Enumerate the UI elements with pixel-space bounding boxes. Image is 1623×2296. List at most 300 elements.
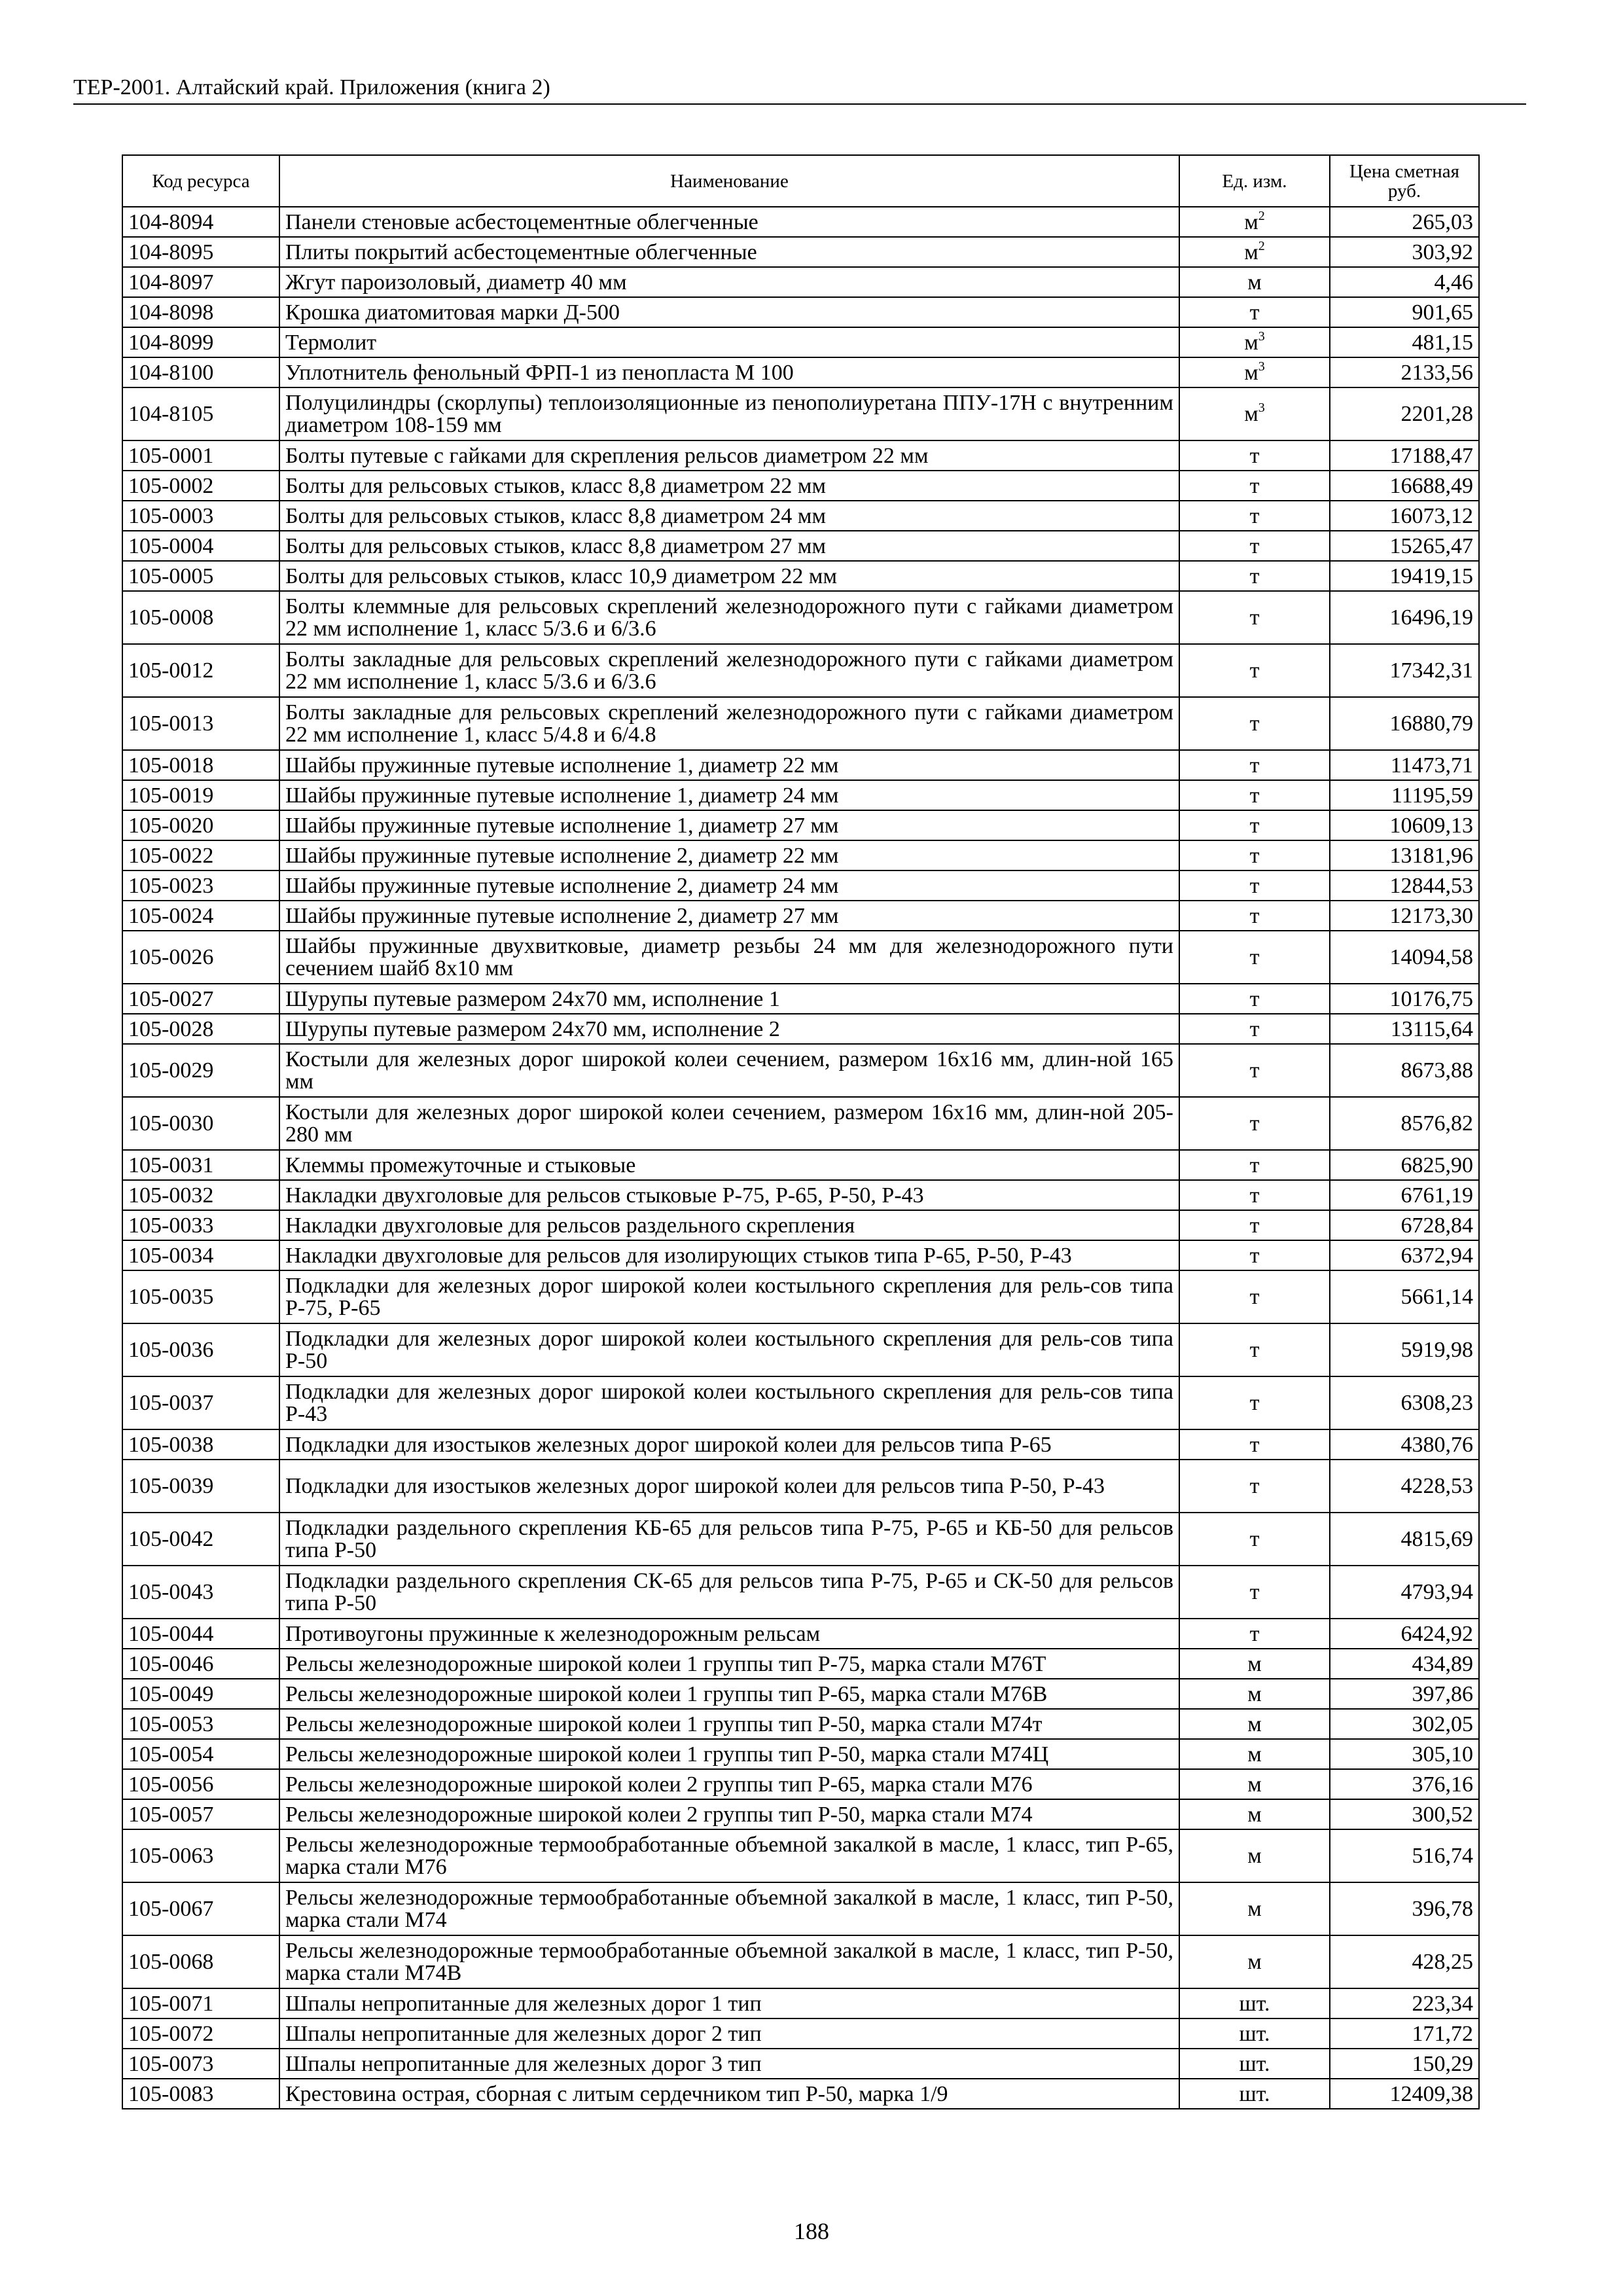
table-row xyxy=(122,780,1479,810)
column-header-unit: Ед. изм. xyxy=(1179,155,1330,207)
cell-code: 104-8097 xyxy=(122,267,279,297)
unit-text: т xyxy=(1249,1153,1260,1177)
cell-name: Шайбы пружинные путевые исполнение 1, диаметр 22 мм xyxy=(279,750,1179,780)
cell-code: 105-0031 xyxy=(122,1150,279,1180)
cell-name: Болты закладные для рельсовых скреплений железнодорожного пути с гайками диаметром 22 мм исполнение 1, класс 5/3.6 и 6/3.6 xyxy=(279,644,1179,697)
unit-text: м xyxy=(1247,1742,1262,1767)
unit-text: шт. xyxy=(1239,2081,1270,2106)
cell-unit xyxy=(1179,984,1330,1014)
cell-unit xyxy=(1179,2079,1330,2109)
table-row xyxy=(122,327,1479,357)
cell-name: Крошка диатомитовая марки Д-500 xyxy=(279,297,1179,327)
unit-text: м xyxy=(1247,1681,1262,1706)
table-row xyxy=(122,1829,1479,1882)
cell-name: Болты для рельсовых стыков, класс 8,8 диаметром 22 мм xyxy=(279,471,1179,501)
cell-code: 105-0072 xyxy=(122,2018,279,2049)
cell-unit xyxy=(1179,1679,1330,1709)
cell-unit xyxy=(1179,1097,1330,1150)
cell-name: Подкладки раздельного скрепления КБ-65 для рельсов типа Р-75, Р-65 и КБ-50 для рельсов типа Р-50 xyxy=(279,1513,1179,1566)
unit-exponent: 3 xyxy=(1258,401,1265,415)
unit-text: т xyxy=(1249,1432,1260,1457)
cell-unit xyxy=(1179,1769,1330,1799)
unit-text: т xyxy=(1249,443,1260,468)
cell-name: Болты клеммные для рельсовых скреплений железнодорожного пути с гайками диаметром 22 мм исполнение 1, класс 5/3.6 и 6/3.6 xyxy=(279,591,1179,644)
unit-text: м xyxy=(1247,270,1262,295)
cell-price: 901,65 xyxy=(1330,297,1479,327)
cell-price: 6761,19 xyxy=(1330,1180,1479,1210)
cell-code: 105-0026 xyxy=(122,931,279,984)
cell-price: 11195,59 xyxy=(1330,780,1479,810)
unit-text: м xyxy=(1244,360,1258,385)
cell-code: 105-0043 xyxy=(122,1566,279,1619)
cell-name: Противоугоны пружинные к железнодорожным рельсам xyxy=(279,1619,1179,1649)
table-row xyxy=(122,2018,1479,2049)
table-row xyxy=(122,931,1479,984)
cell-price: 15265,47 xyxy=(1330,531,1479,561)
cell-price: 150,29 xyxy=(1330,2049,1479,2079)
unit-text: т xyxy=(1249,1391,1260,1415)
cell-unit xyxy=(1179,1376,1330,1429)
cell-price: 12173,30 xyxy=(1330,901,1479,931)
unit-text: шт. xyxy=(1239,1991,1270,2016)
cell-name: Шпалы непропитанные для железных дорог 3 тип xyxy=(279,2049,1179,2079)
unit-text: т xyxy=(1249,1527,1260,1551)
unit-text: т xyxy=(1249,1580,1260,1604)
cell-code: 105-0029 xyxy=(122,1044,279,1097)
cell-price: 10176,75 xyxy=(1330,984,1479,1014)
table-row xyxy=(122,1566,1479,1619)
cell-price: 17342,31 xyxy=(1330,644,1479,697)
cell-code: 105-0049 xyxy=(122,1679,279,1709)
unit-text: т xyxy=(1249,473,1260,498)
cell-name: Шпалы непропитанные для железных дорог 1 тип xyxy=(279,1988,1179,2018)
cell-price: 2133,56 xyxy=(1330,357,1479,387)
cell-price: 14094,58 xyxy=(1330,931,1479,984)
cell-name: Термолит xyxy=(279,327,1179,357)
unit-text: м xyxy=(1247,1772,1262,1797)
cell-code: 105-0020 xyxy=(122,810,279,840)
table-row xyxy=(122,1044,1479,1097)
unit-text: т xyxy=(1249,503,1260,528)
unit-text: м xyxy=(1244,209,1258,234)
table-row xyxy=(122,1429,1479,1460)
cell-name: Шурупы путевые размером 24х70 мм, исполнение 1 xyxy=(279,984,1179,1014)
cell-code: 105-0023 xyxy=(122,870,279,901)
table-row xyxy=(122,1649,1479,1679)
table-row xyxy=(122,1150,1479,1180)
unit-text: т xyxy=(1249,658,1260,683)
unit-text: т xyxy=(1249,1621,1260,1646)
cell-price: 11473,71 xyxy=(1330,750,1479,780)
table-header-row xyxy=(122,155,1479,207)
cell-code: 105-0001 xyxy=(122,440,279,471)
unit-text: т xyxy=(1249,753,1260,778)
unit-exponent: 3 xyxy=(1258,359,1265,374)
cell-code: 105-0071 xyxy=(122,1988,279,2018)
cell-name: Плиты покрытий асбестоцементные облегченные xyxy=(279,237,1179,267)
cell-code: 105-0044 xyxy=(122,1619,279,1649)
table-row xyxy=(122,1619,1479,1649)
cell-unit xyxy=(1179,501,1330,531)
table-row xyxy=(122,1323,1479,1376)
cell-code: 105-0028 xyxy=(122,1014,279,1044)
cell-unit xyxy=(1179,1513,1330,1566)
cell-code: 105-0019 xyxy=(122,780,279,810)
cell-code: 104-8098 xyxy=(122,297,279,327)
unit-text: т xyxy=(1249,813,1260,838)
cell-code: 105-0033 xyxy=(122,1210,279,1240)
table-row xyxy=(122,750,1479,780)
resource-price-table xyxy=(122,154,1480,2109)
table-row xyxy=(122,870,1479,901)
unit-text: м xyxy=(1247,1712,1262,1736)
cell-unit xyxy=(1179,870,1330,901)
cell-unit xyxy=(1179,1988,1330,2018)
unit-exponent: 2 xyxy=(1258,208,1265,223)
cell-name: Уплотнитель фенольный ФРП-1 из пенопласта М 100 xyxy=(279,357,1179,387)
cell-unit xyxy=(1179,1829,1330,1882)
cell-unit xyxy=(1179,531,1330,561)
table-row xyxy=(122,267,1479,297)
cell-code: 105-0030 xyxy=(122,1097,279,1150)
cell-name: Костыли для железных дорог широкой колеи сечением, размером 16х16 мм, длин-ной 205-280 мм xyxy=(279,1097,1179,1150)
cell-code: 105-0053 xyxy=(122,1709,279,1739)
cell-unit xyxy=(1179,471,1330,501)
unit-text: т xyxy=(1249,843,1260,868)
cell-price: 265,03 xyxy=(1330,207,1479,237)
unit-text: т xyxy=(1249,1243,1260,1268)
cell-price: 19419,15 xyxy=(1330,561,1479,591)
unit-text: т xyxy=(1249,1111,1260,1136)
cell-unit xyxy=(1179,931,1330,984)
cell-price: 434,89 xyxy=(1330,1649,1479,1679)
cell-price: 13115,64 xyxy=(1330,1014,1479,1044)
cell-unit xyxy=(1179,1240,1330,1270)
cell-name: Рельсы железнодорожные термообработанные объемной закалкой в масле, 1 класс, тип Р-50, марка стали М74 xyxy=(279,1882,1179,1935)
cell-name: Накладки двухголовые для рельсов стыковые Р-75, Р-65, Р-50, Р-43 xyxy=(279,1180,1179,1210)
cell-code: 104-8100 xyxy=(122,357,279,387)
unit-text: т xyxy=(1249,1183,1260,1208)
cell-name: Подкладки для железных дорог широкой колеи костыльного скрепления для рель-сов типа Р-50 xyxy=(279,1323,1179,1376)
cell-price: 6308,23 xyxy=(1330,1376,1479,1429)
table-row xyxy=(122,501,1479,531)
cell-code: 105-0032 xyxy=(122,1180,279,1210)
unit-text: т xyxy=(1249,945,1260,969)
cell-code: 105-0073 xyxy=(122,2049,279,2079)
unit-text: т xyxy=(1249,564,1260,588)
unit-text: т xyxy=(1249,1016,1260,1041)
table-row xyxy=(122,1882,1479,1935)
cell-code: 105-0008 xyxy=(122,591,279,644)
cell-unit xyxy=(1179,440,1330,471)
cell-name: Болты закладные для рельсовых скреплений железнодорожного пути с гайками диаметром 22 мм исполнение 1, класс 5/4.8 и 6/4.8 xyxy=(279,697,1179,750)
cell-unit xyxy=(1179,1044,1330,1097)
cell-unit xyxy=(1179,1150,1330,1180)
cell-name: Шпалы непропитанные для железных дорог 2 тип xyxy=(279,2018,1179,2049)
cell-unit xyxy=(1179,387,1330,440)
cell-unit xyxy=(1179,207,1330,237)
table-row xyxy=(122,591,1479,644)
cell-unit xyxy=(1179,237,1330,267)
unit-text: т xyxy=(1249,711,1260,736)
table-row xyxy=(122,1709,1479,1739)
cell-price: 6825,90 xyxy=(1330,1150,1479,1180)
table-row xyxy=(122,1270,1479,1323)
cell-price: 16688,49 xyxy=(1330,471,1479,501)
cell-code: 105-0046 xyxy=(122,1649,279,1679)
cell-price: 5919,98 xyxy=(1330,1323,1479,1376)
cell-code: 105-0038 xyxy=(122,1429,279,1460)
cell-price: 4228,53 xyxy=(1330,1460,1479,1513)
unit-text: т xyxy=(1249,1285,1260,1309)
cell-unit xyxy=(1179,267,1330,297)
cell-code: 105-0027 xyxy=(122,984,279,1014)
unit-text: м xyxy=(1247,1844,1262,1868)
cell-code: 105-0035 xyxy=(122,1270,279,1323)
cell-price: 8673,88 xyxy=(1330,1044,1479,1097)
cell-unit xyxy=(1179,750,1330,780)
cell-name: Рельсы железнодорожные широкой колеи 1 группы тип Р-50, марка стали М74Ц xyxy=(279,1739,1179,1769)
unit-text: т xyxy=(1249,533,1260,558)
cell-code: 104-8099 xyxy=(122,327,279,357)
cell-name: Болты для рельсовых стыков, класс 10,9 диаметром 22 мм xyxy=(279,561,1179,591)
cell-unit xyxy=(1179,901,1330,931)
cell-code: 105-0036 xyxy=(122,1323,279,1376)
table-row xyxy=(122,697,1479,750)
cell-code: 105-0063 xyxy=(122,1829,279,1882)
unit-text: м xyxy=(1247,1802,1262,1827)
cell-unit xyxy=(1179,840,1330,870)
cell-code: 105-0057 xyxy=(122,1799,279,1829)
page-number: 188 xyxy=(794,2218,829,2244)
unit-text: т xyxy=(1249,1058,1260,1083)
table-row xyxy=(122,1376,1479,1429)
unit-text: м xyxy=(1244,330,1258,355)
cell-code: 105-0039 xyxy=(122,1460,279,1513)
cell-unit xyxy=(1179,1460,1330,1513)
table-row xyxy=(122,1769,1479,1799)
unit-exponent: 2 xyxy=(1258,238,1265,253)
cell-name: Подкладки для изостыков железных дорог широкой колеи для рельсов типа Р-65 xyxy=(279,1429,1179,1460)
cell-name: Рельсы железнодорожные широкой колеи 2 группы тип Р-65, марка стали М76 xyxy=(279,1769,1179,1799)
cell-name: Болты для рельсовых стыков, класс 8,8 диаметром 24 мм xyxy=(279,501,1179,531)
cell-price: 4,46 xyxy=(1330,267,1479,297)
cell-price: 17188,47 xyxy=(1330,440,1479,471)
table-row xyxy=(122,901,1479,931)
cell-code: 105-0054 xyxy=(122,1739,279,1769)
cell-name: Шурупы путевые размером 24х70 мм, исполнение 2 xyxy=(279,1014,1179,1044)
cell-code: 105-0037 xyxy=(122,1376,279,1429)
table-row xyxy=(122,1935,1479,1988)
cell-price: 171,72 xyxy=(1330,2018,1479,2049)
cell-price: 5661,14 xyxy=(1330,1270,1479,1323)
cell-price: 223,34 xyxy=(1330,1988,1479,2018)
cell-code: 104-8095 xyxy=(122,237,279,267)
cell-unit xyxy=(1179,1649,1330,1679)
cell-name: Подкладки для железных дорог широкой колеи костыльного скрепления для рель-сов типа Р-43 xyxy=(279,1376,1179,1429)
cell-code: 104-8105 xyxy=(122,387,279,440)
cell-name: Рельсы железнодорожные термообработанные объемной закалкой в масле, 1 класс, тип Р-50, марка стали М74В xyxy=(279,1935,1179,1988)
cell-unit xyxy=(1179,644,1330,697)
cell-price: 428,25 xyxy=(1330,1935,1479,1988)
cell-name: Подкладки для изостыков железных дорог широкой колеи для рельсов типа Р-50, Р-43 xyxy=(279,1460,1179,1513)
table-row xyxy=(122,1097,1479,1150)
unit-text: т xyxy=(1249,873,1260,898)
cell-price: 13181,96 xyxy=(1330,840,1479,870)
cell-unit xyxy=(1179,357,1330,387)
cell-name: Подкладки раздельного скрепления СК-65 для рельсов типа Р-75, Р-65 и СК-50 для рельсов типа Р-50 xyxy=(279,1566,1179,1619)
cell-unit xyxy=(1179,780,1330,810)
cell-name: Накладки двухголовые для рельсов для изолирующих стыков типа Р-65, Р-50, Р-43 xyxy=(279,1240,1179,1270)
unit-text: шт. xyxy=(1239,2051,1270,2076)
cell-unit xyxy=(1179,1180,1330,1210)
cell-unit xyxy=(1179,297,1330,327)
cell-code: 105-0002 xyxy=(122,471,279,501)
table-row xyxy=(122,1799,1479,1829)
cell-name: Болты для рельсовых стыков, класс 8,8 диаметром 27 мм xyxy=(279,531,1179,561)
cell-price: 302,05 xyxy=(1330,1709,1479,1739)
table-row xyxy=(122,810,1479,840)
unit-text: м xyxy=(1244,402,1258,426)
unit-text: шт. xyxy=(1239,2021,1270,2046)
cell-name: Шайбы пружинные путевые исполнение 2, диаметр 27 мм xyxy=(279,901,1179,931)
table-row xyxy=(122,531,1479,561)
unit-text: м xyxy=(1247,1897,1262,1921)
cell-code: 105-0083 xyxy=(122,2079,279,2109)
cell-unit xyxy=(1179,1429,1330,1460)
cell-price: 397,86 xyxy=(1330,1679,1479,1709)
cell-unit xyxy=(1179,1799,1330,1829)
cell-code: 105-0022 xyxy=(122,840,279,870)
cell-unit xyxy=(1179,561,1330,591)
cell-name: Полуцилиндры (скорлупы) теплоизоляционные из пенополиуретана ППУ-17Н с внутренним диаметром 108-159 мм xyxy=(279,387,1179,440)
cell-code: 105-0004 xyxy=(122,531,279,561)
cell-price: 4793,94 xyxy=(1330,1566,1479,1619)
cell-code: 105-0012 xyxy=(122,644,279,697)
cell-name: Подкладки для железных дорог широкой колеи костыльного скрепления для рель-сов типа Р-75, Р-65 xyxy=(279,1270,1179,1323)
table-row xyxy=(122,1014,1479,1044)
cell-name: Болты путевые с гайками для скрепления рельсов диаметром 22 мм xyxy=(279,440,1179,471)
cell-price: 300,52 xyxy=(1330,1799,1479,1829)
cell-unit xyxy=(1179,1323,1330,1376)
cell-name: Жгут пароизоловый, диаметр 40 мм xyxy=(279,267,1179,297)
table-body xyxy=(122,207,1479,2109)
unit-text: т xyxy=(1249,783,1260,808)
cell-price: 4380,76 xyxy=(1330,1429,1479,1460)
table-row xyxy=(122,471,1479,501)
cell-name: Клеммы промежуточные и стыковые xyxy=(279,1150,1179,1180)
cell-code: 104-8094 xyxy=(122,207,279,237)
unit-text: т xyxy=(1249,605,1260,630)
unit-exponent: 3 xyxy=(1258,329,1265,344)
table-row xyxy=(122,1460,1479,1513)
cell-name: Крестовина острая, сборная с литым сердечником тип Р-50, марка 1/9 xyxy=(279,2079,1179,2109)
unit-text: м xyxy=(1247,1950,1262,1974)
unit-text: т xyxy=(1249,1474,1260,1498)
table-row xyxy=(122,1210,1479,1240)
cell-price: 2201,28 xyxy=(1330,387,1479,440)
cell-name: Панели стеновые асбестоцементные облегченные xyxy=(279,207,1179,237)
cell-price: 516,74 xyxy=(1330,1829,1479,1882)
cell-price: 376,16 xyxy=(1330,1769,1479,1799)
cell-name: Рельсы железнодорожные широкой колеи 2 группы тип Р-50, марка стали М74 xyxy=(279,1799,1179,1829)
cell-unit xyxy=(1179,697,1330,750)
cell-name: Шайбы пружинные путевые исполнение 1, диаметр 24 мм xyxy=(279,780,1179,810)
cell-price: 4815,69 xyxy=(1330,1513,1479,1566)
cell-unit xyxy=(1179,591,1330,644)
unit-text: м xyxy=(1247,1651,1262,1676)
unit-text: т xyxy=(1249,903,1260,928)
cell-unit xyxy=(1179,1709,1330,1739)
table-row xyxy=(122,1240,1479,1270)
cell-unit xyxy=(1179,810,1330,840)
unit-text: т xyxy=(1249,1338,1260,1362)
cell-price: 16073,12 xyxy=(1330,501,1479,531)
cell-price: 6728,84 xyxy=(1330,1210,1479,1240)
cell-price: 12409,38 xyxy=(1330,2079,1479,2109)
table-row xyxy=(122,1513,1479,1566)
column-header-code: Код ресурса xyxy=(122,155,279,207)
cell-name: Шайбы пружинные путевые исполнение 1, диаметр 27 мм xyxy=(279,810,1179,840)
table-row xyxy=(122,387,1479,440)
cell-code: 105-0067 xyxy=(122,1882,279,1935)
cell-price: 12844,53 xyxy=(1330,870,1479,901)
cell-price: 16880,79 xyxy=(1330,697,1479,750)
cell-name: Костыли для железных дорог широкой колеи сечением, размером 16х16 мм, длин-ной 165 мм xyxy=(279,1044,1179,1097)
cell-price: 8576,82 xyxy=(1330,1097,1479,1150)
table-row xyxy=(122,1679,1479,1709)
cell-code: 105-0042 xyxy=(122,1513,279,1566)
cell-name: Шайбы пружинные путевые исполнение 2, диаметр 24 мм xyxy=(279,870,1179,901)
table-row xyxy=(122,297,1479,327)
cell-code: 105-0034 xyxy=(122,1240,279,1270)
cell-unit xyxy=(1179,2049,1330,2079)
table-row xyxy=(122,840,1479,870)
table-row xyxy=(122,644,1479,697)
column-header-price: Цена сметная руб. xyxy=(1330,155,1479,207)
cell-price: 396,78 xyxy=(1330,1882,1479,1935)
cell-price: 10609,13 xyxy=(1330,810,1479,840)
cell-price: 305,10 xyxy=(1330,1739,1479,1769)
cell-code: 105-0068 xyxy=(122,1935,279,1988)
cell-unit xyxy=(1179,1739,1330,1769)
table-row xyxy=(122,237,1479,267)
column-header-name: Наименование xyxy=(279,155,1179,207)
unit-text: м xyxy=(1244,240,1258,264)
cell-unit xyxy=(1179,327,1330,357)
unit-text: т xyxy=(1249,986,1260,1011)
table-row xyxy=(122,207,1479,237)
cell-unit xyxy=(1179,1210,1330,1240)
table-row xyxy=(122,357,1479,387)
cell-code: 105-0013 xyxy=(122,697,279,750)
cell-code: 105-0003 xyxy=(122,501,279,531)
unit-text: т xyxy=(1249,300,1260,325)
cell-name: Рельсы железнодорожные широкой колеи 1 группы тип Р-75, марка стали М76Т xyxy=(279,1649,1179,1679)
table-row xyxy=(122,2079,1479,2109)
cell-price: 6372,94 xyxy=(1330,1240,1479,1270)
table-row xyxy=(122,1739,1479,1769)
table-row xyxy=(122,984,1479,1014)
cell-code: 105-0018 xyxy=(122,750,279,780)
cell-code: 105-0024 xyxy=(122,901,279,931)
cell-unit xyxy=(1179,1619,1330,1649)
cell-name: Рельсы железнодорожные широкой колеи 1 группы тип Р-65, марка стали М76В xyxy=(279,1679,1179,1709)
cell-name: Рельсы железнодорожные широкой колеи 1 группы тип Р-50, марка стали М74т xyxy=(279,1709,1179,1739)
cell-name: Шайбы пружинные двухвитковые, диаметр резьбы 24 мм для железнодорожного пути сечением шайб 8х10 мм xyxy=(279,931,1179,984)
table-row xyxy=(122,561,1479,591)
document-header: ТЕР-2001. Алтайский край. Приложения (книга 2) xyxy=(73,73,1526,105)
